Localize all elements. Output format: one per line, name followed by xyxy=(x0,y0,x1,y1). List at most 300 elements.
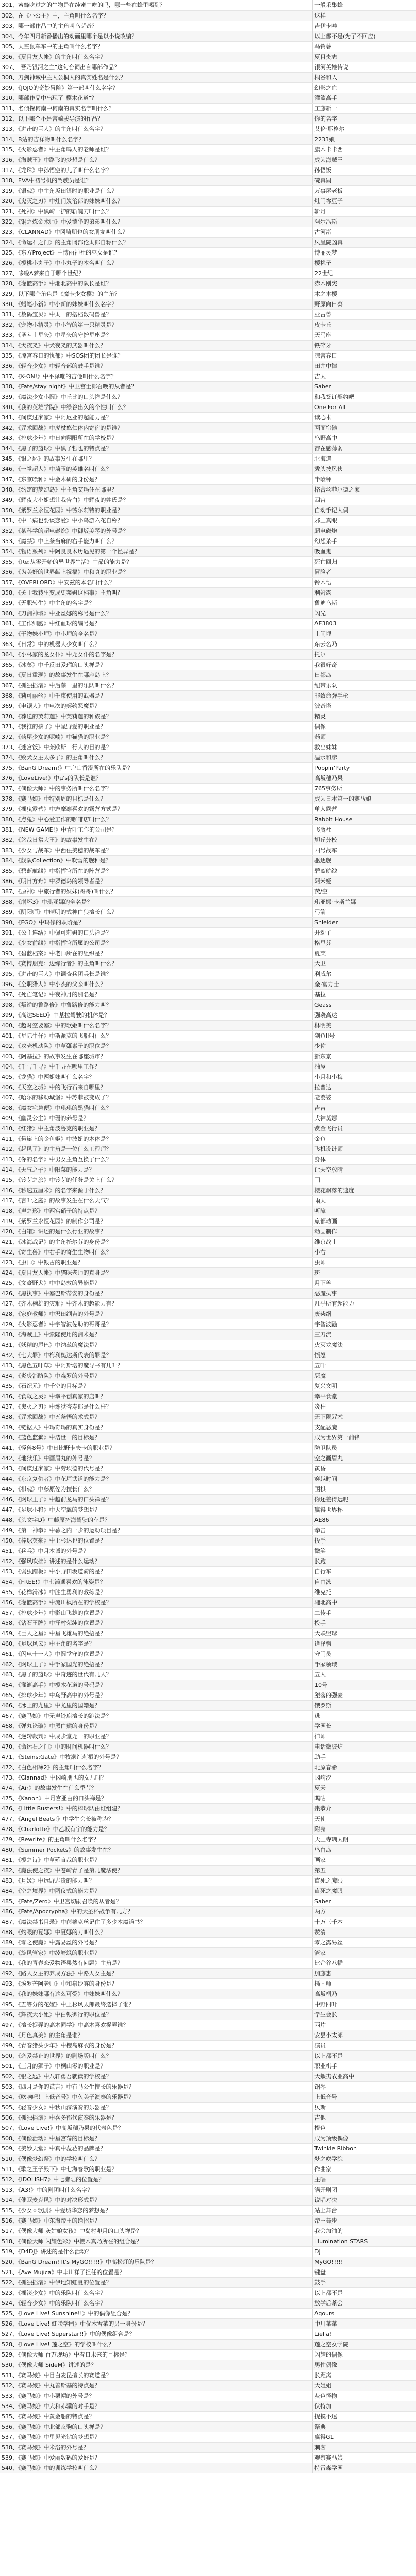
table-row xyxy=(0,1814,416,1824)
table-row xyxy=(0,1360,416,1370)
question-cell: 334、《犬夜叉》中犬夜叉的武器叫什么？ xyxy=(0,340,313,350)
question-cell: 442、《地狱乐》中画眉丸的外号是？ xyxy=(0,1453,313,1463)
table-row xyxy=(0,1123,416,1133)
answer-cell: 皮卡丘 xyxy=(313,319,416,330)
answer-cell: 赤木刚宪 xyxy=(313,278,416,289)
question-cell: 423、《虫师》中银古的职业是？ xyxy=(0,1257,313,1267)
answer-cell: 凤凰院凶真 xyxy=(313,237,416,247)
answer-cell: 吉太 xyxy=(313,371,416,381)
answer-cell: 高坂桐乃 xyxy=(313,1989,416,1999)
table-row xyxy=(0,1484,416,1494)
table-row xyxy=(0,1103,416,1113)
answer-cell: 犬神莫娜 xyxy=(313,1113,416,1123)
answer-cell: Liella! xyxy=(313,2329,416,2339)
question-cell: 382、《悠哉日常大王》的故事发生在？ xyxy=(0,835,313,845)
answer-cell: 亚古兽 xyxy=(313,309,416,319)
answer-cell: 拳击 xyxy=(313,1525,416,1535)
question-cell: 331、《数码宝贝》中太一的搭档数码兽是？ xyxy=(0,309,313,319)
question-cell: 428、《家庭教师》中沢田纲吉的外号是？ xyxy=(0,1309,313,1319)
question-cell: 365、《冰菓》中千反田爱瑠的口头禅是？ xyxy=(0,659,313,670)
table-row xyxy=(0,2081,416,2092)
table-row xyxy=(0,546,416,556)
table-row xyxy=(0,659,416,670)
answer-cell: 长跑 xyxy=(313,1556,416,1566)
table-row xyxy=(0,1680,416,1690)
table-row xyxy=(0,1886,416,1896)
answer-cell: 五叶 xyxy=(313,1360,416,1370)
table-row xyxy=(0,433,416,443)
question-cell: 392、《少女前线》中指挥官所属的公司是？ xyxy=(0,938,313,948)
question-cell: 531、《赛马娘》中目白麦昆擅长的赛道是？ xyxy=(0,2370,313,2380)
answer-cell: 鸟白岛 xyxy=(313,1844,416,1855)
answer-cell: 两面宿傩 xyxy=(313,422,416,433)
answer-cell: 天使 xyxy=(313,1814,416,1824)
answer-cell: 荧/空 xyxy=(313,886,416,896)
question-cell: 325、《东方Project》中博丽神社的巫女是谁？ xyxy=(0,247,313,258)
table-row xyxy=(0,299,416,309)
question-cell: 395、《进击的巨人》中调查兵团兵长是谁？ xyxy=(0,969,313,979)
answer-cell: 死亡回归 xyxy=(313,556,416,567)
question-cell: 494、《我的妹妹哪有这么可爱》中妹妹叫什么？ xyxy=(0,1989,313,1999)
answer-cell: 安昙小太郎 xyxy=(313,2030,416,2040)
question-cell: 374、《败犬女主太多了》的主角叫什么？ xyxy=(0,752,313,762)
answer-cell: 灰色怪物 xyxy=(313,2391,416,2401)
answer-cell: 鼓手 xyxy=(313,2277,416,2287)
table-row xyxy=(0,886,416,896)
table-row xyxy=(0,876,416,886)
table-row xyxy=(0,0,416,10)
table-row xyxy=(0,2020,416,2030)
question-cell: 471、《Steins;Gate》中牧濑红莉栖的外号是？ xyxy=(0,1752,313,1762)
table-row xyxy=(0,2257,416,2267)
table-row xyxy=(0,1752,416,1762)
question-cell: 495、《五等分的花嫁》中上杉风太郎最终选择了谁？ xyxy=(0,1999,313,2009)
question-cell: 483、《月姬》中远野志贵的能力叫？ xyxy=(0,1875,313,1886)
answer-cell: 冒险者 xyxy=(313,567,416,577)
table-row xyxy=(0,1618,416,1628)
question-cell: 426、《黑执事》中塞巴斯蒂安的身份是？ xyxy=(0,1288,313,1298)
question-cell: 341、《间谍过家家》中阿尼亚的超能力是？ xyxy=(0,412,313,422)
question-cell: 539、《赛马娘》中爱丽数码的爱好是？ xyxy=(0,2452,313,2463)
answer-cell: 恶魔执事 xyxy=(313,1288,416,1298)
answer-cell: 桐谷和人 xyxy=(313,72,416,82)
table-row xyxy=(0,1659,416,1669)
table-row xyxy=(0,2287,416,2298)
answer-cell: 捉摸不透 xyxy=(313,2411,416,2421)
question-cell: 411、《悬崖上的金鱼姬》中波妞的本体是？ xyxy=(0,1133,313,1144)
question-cell: 416、《秒速五厘米》的名字来源于什么？ xyxy=(0,1185,313,1195)
question-cell: 514、《催眠麦克风》中的对决形式是？ xyxy=(0,2195,313,2205)
table-row xyxy=(0,62,416,72)
table-row xyxy=(0,1082,416,1092)
answer-cell: 插画师 xyxy=(313,1978,416,1989)
table-row xyxy=(0,567,416,577)
answer-cell: 电话微波炉 xyxy=(313,1741,416,1752)
question-cell: 486、《Fate/Apocrypha》中的大圣杯战争有几方？ xyxy=(0,1906,313,1917)
table-row xyxy=(0,1298,416,1309)
question-cell: 506、《孤独摇滚》中喜多郁代演奏的乐器是？ xyxy=(0,2112,313,2123)
answer-cell: 加藤惠 xyxy=(313,1968,416,1978)
answer-cell: 堕落的强豪 xyxy=(313,1690,416,1700)
table-row xyxy=(0,1721,416,1731)
table-row xyxy=(0,515,416,526)
question-cell: 444、《东京复仇者》中花垣武道的能力是？ xyxy=(0,1473,313,1484)
table-row xyxy=(0,1453,416,1463)
answer-cell: 拉普达 xyxy=(313,1082,416,1092)
answer-cell: 工藤新一 xyxy=(313,103,416,113)
answer-cell: 自行车 xyxy=(313,1566,416,1577)
answer-cell: 附身 xyxy=(313,1824,416,1834)
question-cell: 393、《碧蓝档案》中老师所在的组织是？ xyxy=(0,948,313,958)
table-row xyxy=(0,721,416,732)
question-cell: 498、《月色真美》的主角是谁？ xyxy=(0,2030,313,2040)
answer-cell: 观察赛马娘 xyxy=(313,2452,416,2463)
answer-cell: 帝王舞步 xyxy=(313,2215,416,2226)
table-row xyxy=(0,2380,416,2391)
answer-cell: Twinkle Ribbon xyxy=(313,2143,416,2154)
question-cell: 458、《钻石王牌》中泽村荣纯的位置是？ xyxy=(0,1618,313,1628)
table-row xyxy=(0,464,416,474)
table-row xyxy=(0,835,416,845)
answer-cell: 精灵 xyxy=(313,711,416,721)
table-row xyxy=(0,1278,416,1288)
question-cell: 443、《间谍过家家》中劳埃德的代号是？ xyxy=(0,1463,313,1473)
question-cell: 516、《赛马娘》中东海帝王的绝招是？ xyxy=(0,2215,313,2226)
table-row xyxy=(0,1309,416,1319)
table-row xyxy=(0,1566,416,1577)
question-cell: 346、《一拳超人》中埼玉的英雄名叫什么？ xyxy=(0,464,313,474)
answer-cell: 救出妹妹 xyxy=(313,742,416,752)
answer-cell: 2233娘 xyxy=(313,134,416,144)
table-row xyxy=(0,670,416,680)
table-row xyxy=(0,484,416,495)
answer-cell: 投手 xyxy=(313,1618,416,1628)
question-cell: 413、《你的名字》中男女主角互换了什么？ xyxy=(0,1154,313,1164)
table-row xyxy=(0,1319,416,1329)
question-cell: 394、《赛博朋克：边缘行者》的主角叫什么？ xyxy=(0,958,313,969)
answer-cell: 中野四叶 xyxy=(313,1999,416,2009)
answer-cell: 老婆婆 xyxy=(313,1092,416,1103)
answer-cell: 油屋 xyxy=(313,1061,416,1072)
question-cell: 384、《舰队Collection》中吹雪的舰种是？ xyxy=(0,855,313,866)
question-cell: 412、《起风了》的主角是一位什么工程师？ xyxy=(0,1144,313,1154)
answer-cell: 以上都不是 xyxy=(313,2287,416,2298)
question-cell: 312、以下哪个不是宫崎骏导演的作品？ xyxy=(0,113,313,124)
answer-cell: 古河渚 xyxy=(313,227,416,237)
question-cell: 422、《寄生兽》中右手的寄生生物叫什么？ xyxy=(0,1247,313,1257)
question-cell: 303、哪一部作品中的主角叫乌萨奇？ xyxy=(0,21,313,31)
table-row xyxy=(0,227,416,237)
question-cell: 457、《排球少年》中影山飞雄的位置是？ xyxy=(0,1607,313,1618)
answer-cell: 马铃薯 xyxy=(313,41,416,52)
answer-cell: 两方 xyxy=(313,1906,416,1917)
answer-cell: 旭丘分校 xyxy=(313,835,416,845)
table-row xyxy=(0,1154,416,1164)
question-cell: 504、《吹响吧！上低音号》中久美子演奏的乐器是？ xyxy=(0,2092,313,2102)
answer-cell: 比企谷八幡 xyxy=(313,1958,416,1968)
question-cell: 469、《逆转裁判》中成步堂龙一的职业是？ xyxy=(0,1731,313,1741)
answer-cell: 琪亚娜·卡斯兰娜 xyxy=(313,896,416,907)
table-row xyxy=(0,258,416,268)
question-cell: 338、《Fate/stay night》中卫宫士郎召唤的从者是？ xyxy=(0,381,313,392)
question-cell: 415、《铃芽之旅》中铃芽的任务是关上什么？ xyxy=(0,1175,313,1185)
table-row xyxy=(0,1824,416,1834)
table-row xyxy=(0,629,416,639)
answer-cell: 废柴纲 xyxy=(313,1309,416,1319)
question-cell: 417、《言叶之庭》的故事发生在什么天气？ xyxy=(0,1195,313,1206)
question-cell: 473、《Clannad》中冈崎朋也的女儿叫？ xyxy=(0,1772,313,1783)
question-cell: 419、《紫罗兰永恒花园》的制作公司是？ xyxy=(0,1216,313,1226)
table-row xyxy=(0,412,416,422)
table-row xyxy=(0,155,416,165)
table-row xyxy=(0,793,416,804)
table-row xyxy=(0,1113,416,1123)
question-cell: 356、《为美好的世界献上祝福》中和真的职业是？ xyxy=(0,567,313,577)
answer-cell: 门 xyxy=(313,1175,416,1185)
question-cell: 351、《中二病也要谈恋爱》中小鸟游六花自称？ xyxy=(0,515,313,526)
table-row xyxy=(0,2349,416,2360)
table-row xyxy=(0,1649,416,1659)
table-row xyxy=(0,1917,416,1927)
question-cell: 363、《日常》中的机器人少女叫什么？ xyxy=(0,639,313,649)
answer-cell: Aqours xyxy=(313,2308,416,2318)
answer-cell: 托尔 xyxy=(313,649,416,659)
answer-cell: 空之画眉丸 xyxy=(313,1453,416,1463)
table-row xyxy=(0,690,416,701)
table-row xyxy=(0,2215,416,2226)
answer-cell: MyGO!!!!! xyxy=(313,2257,416,2267)
table-row xyxy=(0,2040,416,2050)
question-cell: 406、《天空之城》中的飞行石来自哪里？ xyxy=(0,1082,313,1092)
answer-cell: 莲之空女学院 xyxy=(313,2339,416,2349)
question-cell: 349、《辉夜大小姐想让我告白》中辉夜的姓氏是？ xyxy=(0,495,313,505)
question-cell: 536、《赛马娘》中北部玄驹的口头禅是？ xyxy=(0,2421,313,2432)
table-row xyxy=(0,371,416,381)
table-row xyxy=(0,1535,416,1546)
answer-cell: DJ xyxy=(313,2246,416,2257)
table-row xyxy=(0,340,416,350)
answer-cell: 长距离 xyxy=(313,2370,416,2380)
answer-cell: 特雷森学园 xyxy=(313,2463,416,2473)
answer-cell: 自由泳 xyxy=(313,1577,416,1587)
answer-cell: 银河英雄传说 xyxy=(313,62,416,72)
answer-cell: 西片 xyxy=(313,2020,416,2030)
answer-cell: 恶魔 xyxy=(313,1370,416,1381)
question-cell: 336、《轻音少女》中轻音部的鼓手是谁？ xyxy=(0,361,313,371)
table-row xyxy=(0,1896,416,1906)
answer-cell: 管家 xyxy=(313,1947,416,1958)
table-row xyxy=(0,1999,416,2009)
question-cell: 398、《叛逆的鲁路修》中鲁路修的能力叫？ xyxy=(0,999,313,1010)
question-cell: 370、《葬送的芙莉莲》中芙莉莲的种族是？ xyxy=(0,711,313,721)
question-cell: 468、《弹丸论破》中黑白熊的身份是？ xyxy=(0,1721,313,1731)
answer-cell: 站上舞台 xyxy=(313,2205,416,2215)
answer-cell: AE86 xyxy=(313,1515,416,1525)
table-row xyxy=(0,536,416,546)
answer-cell: 阿尔冯斯 xyxy=(313,216,416,227)
answer-cell: Saber xyxy=(313,381,416,392)
table-row xyxy=(0,1793,416,1803)
question-cell: 467、《赛马娘》中无声铃鹿擅长的跑法是？ xyxy=(0,1710,313,1721)
answer-cell: 日都岛 xyxy=(313,670,416,680)
question-cell: 402、《攻壳机动队》中草薙素子的职位是？ xyxy=(0,1041,313,1051)
table-row xyxy=(0,1381,416,1391)
table-row xyxy=(0,392,416,402)
table-row xyxy=(0,237,416,247)
question-cell: 496、《辉夜大小姐》中白银御行的职位是？ xyxy=(0,2009,313,2020)
answer-cell: 虫师 xyxy=(313,1257,416,1267)
table-row xyxy=(0,1350,416,1360)
question-cell: 361、《工作细胞》中红血球的编号是？ xyxy=(0,618,313,629)
table-row xyxy=(0,1164,416,1175)
answer-cell: illumination STARS xyxy=(313,2236,416,2246)
answer-cell: 直死之魔眼 xyxy=(313,1886,416,1896)
answer-cell: 无下限咒术 xyxy=(313,1412,416,1422)
answer-cell: 你还差得远呢 xyxy=(313,1494,416,1504)
table-row xyxy=(0,1875,416,1886)
question-cell: 366、《夏日重现》的故事发生在哪座岛上？ xyxy=(0,670,313,680)
table-row xyxy=(0,134,416,144)
question-cell: 466、《冰上的尤里》中尤里的国籍是？ xyxy=(0,1700,313,1710)
answer-cell: 北海道 xyxy=(313,453,416,464)
table-row xyxy=(0,1226,416,1236)
table-row xyxy=(0,1370,416,1381)
question-cell: 452、《强风吹拂》讲述的是什么运动？ xyxy=(0,1556,313,1566)
table-row xyxy=(0,804,416,814)
table-row xyxy=(0,2267,416,2277)
table-row xyxy=(0,2391,416,2401)
answer-cell: 炎柱 xyxy=(313,1401,416,1412)
answer-cell: 键盘 xyxy=(313,2267,416,2277)
question-cell: 430、《海贼王》中索隆使用的剑术是？ xyxy=(0,1329,313,1340)
table-row xyxy=(0,1267,416,1278)
answer-cell: 大卫 xyxy=(313,958,416,969)
table-row xyxy=(0,2164,416,2174)
question-cell: 400、《超时空要塞》中的歌姬叫什么名字？ xyxy=(0,1020,313,1030)
table-row xyxy=(0,1092,416,1103)
table-row xyxy=(0,845,416,855)
answer-cell: 碧蓝航线 xyxy=(313,866,416,876)
table-row xyxy=(0,1927,416,1937)
answer-cell: 成为日本第一的赛马娘 xyxy=(313,793,416,804)
table-row xyxy=(0,2061,416,2071)
answer-cell: 邪王真眼 xyxy=(313,515,416,526)
answer-cell: 第五 xyxy=(313,1865,416,1875)
question-cell: 373、《迷宫饭》中莱欧斯一行人的目的是？ xyxy=(0,742,313,752)
table-row xyxy=(0,216,416,227)
table-row xyxy=(0,165,416,175)
answer-cell: 画家 xyxy=(313,1855,416,1865)
table-row xyxy=(0,41,416,52)
question-cell: 515、《少女☆歌剧》中爱城华恋的梦想是？ xyxy=(0,2205,313,2215)
answer-cell: 高坂穗乃果 xyxy=(313,773,416,783)
question-cell: 450、《棒球英豪》中上杉达也的位置是？ xyxy=(0,1535,313,1546)
question-cell: 367、《孤独摇滚》中后藤一里的乐队叫什么？ xyxy=(0,680,313,690)
question-cell: 477、《Angel Beats!》中学生会长被称为？ xyxy=(0,1814,313,1824)
table-row xyxy=(0,1175,416,1185)
question-cell: 344、《黑子的篮球》中黑子哲也的特点是？ xyxy=(0,443,313,453)
answer-cell: 贝斯 xyxy=(313,2102,416,2112)
table-row xyxy=(0,958,416,969)
question-cell: 524、《轻音少女》中的乐队叫什么名字？ xyxy=(0,2298,313,2308)
answer-cell: 刺客 xyxy=(313,2442,416,2452)
question-cell: 513、《A3!》中的剧团叫什么名字？ xyxy=(0,2184,313,2195)
table-row xyxy=(0,2401,416,2411)
answer-cell: 防卫队员 xyxy=(313,1443,416,1453)
table-row xyxy=(0,1391,416,1401)
question-cell: 497、《擅长捉弄的高木同学》中高木喜欢捉弄谁？ xyxy=(0,2020,313,2030)
table-row xyxy=(0,93,416,103)
question-cell: 451、《乒乓》中月本诚的外号是？ xyxy=(0,1546,313,1556)
table-row xyxy=(0,72,416,82)
question-cell: 410、《红猪》中主角波鲁克的职业是？ xyxy=(0,1123,313,1133)
table-row xyxy=(0,1257,416,1267)
question-cell: 414、《天气之子》中阳菜的能力是？ xyxy=(0,1164,313,1175)
question-cell: 375、《BanG Dream!》中户山香澄所在的乐队是？ xyxy=(0,762,313,773)
question-cell: 482、《魔法使之夜》中苍崎青子是第几魔法使？ xyxy=(0,1865,313,1875)
question-cell: 337、《K-ON!》中平泽唯的吉他叫什么名字？ xyxy=(0,371,313,381)
table-row xyxy=(0,52,416,62)
answer-cell: 自动手记人偶 xyxy=(313,505,416,515)
table-row xyxy=(0,82,416,93)
answer-cell: 土间埋 xyxy=(313,629,416,639)
answer-cell: 五人 xyxy=(313,1669,416,1680)
answer-cell: 钢琴 xyxy=(313,2081,416,2092)
question-cell: 316、《海贼王》中路飞的梦想是什么？ xyxy=(0,155,313,165)
question-cell: 449、《第一神拳》中幕之内一步的运动项目是？ xyxy=(0,1525,313,1535)
answer-cell: 以上都不是(为了不回应) xyxy=(313,31,416,41)
answer-cell: 鲁迪乌斯 xyxy=(313,598,416,608)
table-row xyxy=(0,1144,416,1154)
question-cell: 502、《银之匙》中八轩勇吾就读的学校是？ xyxy=(0,2071,313,2081)
answer-cell: 你的名字 xyxy=(313,113,416,124)
question-cell: 352、《某科学的超电磁炮》中御坂美琴的外号是？ xyxy=(0,526,313,536)
answer-cell: 穿越时间 xyxy=(313,1473,416,1484)
question-cell: 510、《偶像梦幻祭》中的学校叫什么？ xyxy=(0,2154,313,2164)
question-cell: 520、《BanG Dream! It's MyGO!!!!!》中高松灯的乐队是？ xyxy=(0,2257,313,2267)
answer-cell: 林明美 xyxy=(313,1020,416,1030)
table-row xyxy=(0,1051,416,1061)
table-row xyxy=(0,2360,416,2370)
answer-cell: 存在感薄弱 xyxy=(313,443,416,453)
answer-cell: 利威尔 xyxy=(313,969,416,979)
table-row xyxy=(0,1607,416,1618)
answer-cell: 铁碎牙 xyxy=(313,340,416,350)
question-cell: 353、《魔禁》中上条当麻的右手能力叫什么？ xyxy=(0,536,313,546)
question-cell: 304、今年四月新番播出的动画里哪个是以小说改编？ xyxy=(0,31,313,41)
answer-cell: 单人露营 xyxy=(313,804,416,814)
question-cell: 511、《歌之王子殿下》中七海春歌的职业是？ xyxy=(0,2164,313,2174)
question-cell: 343、《排球少年》中日向翔阳所在的学校是？ xyxy=(0,433,313,443)
answer-cell: 围棋 xyxy=(313,1484,416,1494)
answer-cell: Shielder xyxy=(313,917,416,927)
question-cell: 327、哆啦A梦来自于哪个世纪？ xyxy=(0,268,313,278)
table-row xyxy=(0,2442,416,2452)
answer-cell: 成为海贼王 xyxy=(313,155,416,165)
answer-cell: 灶门祢豆子 xyxy=(313,196,416,206)
question-cell: 455、《花样滑冰》中胜生勇利的教练是？ xyxy=(0,1587,313,1597)
answer-cell: 夏莱 xyxy=(313,948,416,958)
answer-cell: 几乎所有超能力 xyxy=(313,1298,416,1309)
question-cell: 470、《命运石之门》中的时间机器叫什么？ xyxy=(0,1741,313,1752)
question-cell: 435、《石纪元》中千空的目标是？ xyxy=(0,1381,313,1391)
answer-cell: 以上都不是 xyxy=(313,2050,416,2061)
table-row xyxy=(0,1978,416,1989)
question-cell: 359、《无职转生》中主角的名字是？ xyxy=(0,598,313,608)
answer-cell: 开动了 xyxy=(313,927,416,938)
answer-cell: 维克托 xyxy=(313,1587,416,1597)
table-row xyxy=(0,979,416,989)
